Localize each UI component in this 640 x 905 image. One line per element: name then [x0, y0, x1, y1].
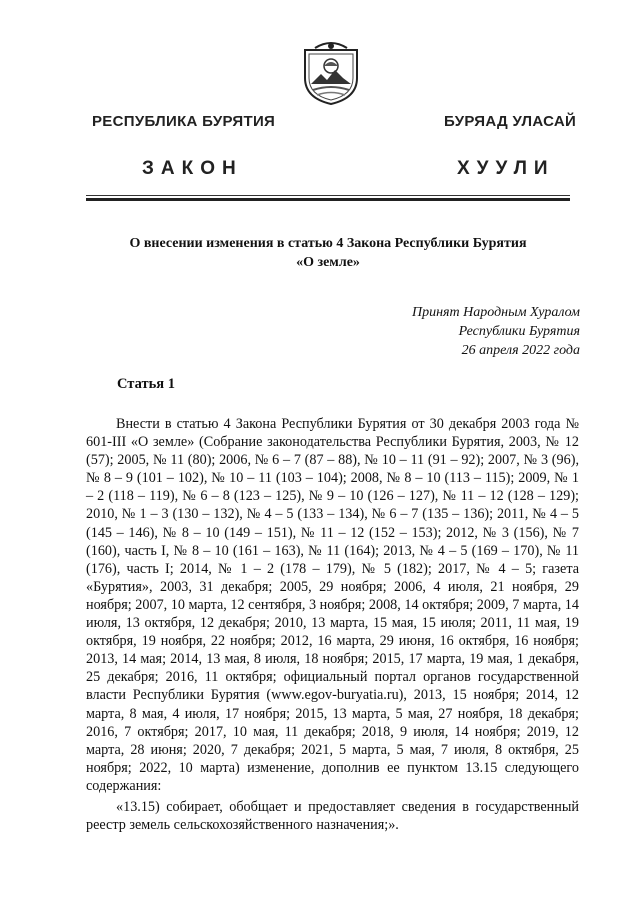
article-paragraph-2: «13.15) собирает, обобщает и предоставляет сведения в государственный реестр земель сельскохозяйственного назначения;».: [86, 799, 579, 834]
document-title-line1: О внесении изменения в статью 4 Закона Республики Бурятия: [129, 236, 527, 251]
header-divider-thick: [86, 198, 570, 201]
adoption-note-line2: Республики Бурятия: [458, 324, 580, 339]
law-label-ru: ЗАКОН: [142, 158, 243, 179]
coat-of-arms-icon: [299, 40, 363, 106]
document-title: [86, 234, 570, 272]
document-title-line2: «О земле»: [296, 255, 360, 270]
law-label-bua: ХУУЛИ: [457, 158, 555, 179]
republic-name-ru: РЕСПУБЛИКА БУРЯТИЯ: [92, 113, 276, 130]
adoption-note: [340, 303, 580, 360]
adoption-note-line1: Принят Народным Хуралом: [411, 305, 580, 320]
article-heading: Статья 1: [117, 376, 175, 392]
header-divider-thin: [86, 195, 570, 196]
adoption-date: 26 апреля 2022 года: [461, 343, 580, 358]
republic-name-bua: БУРЯАД УЛАСАЙ: [444, 113, 577, 130]
article-paragraph-1: Внести в статью 4 Закона Республики Бурятия от 30 декабря 2003 года № 601-III «О земле» (Собрание законодательства Республики Бурятия, 2003, № 12 (57); 2005, № 11 (80); 2006, № 6 – 7 (87 – 88), № 10 – 11 (91 – 92); 2007, № 3 (96), № 8 – 9 (101 – 102), № 10 – 11 (103 – 104); 2008, № 8 – 10 (113 – 115); 2009, № 1 – 2 (118 – 119), № 6 – 8 (123 – 125), № 9 – 10 (126 – 127), № 11 – 12 (128 – 129); 2010, № 1 – 3 (130 – 132), № 4 – 5 (133 – 134), № 6 – 7 (135 – 136); 2011, № 4 – 5 (145 – 146), № 8 – 10 (149 – 151), № 11 – 12 (152 – 153); 2012, № 3 (156), № 7 (160), часть I, № 8 – 10 (161 – 163), № 11 (164); 2013, № 4 – 5 (169 – 170), № 11 (176), часть I; 2014, № 1 – 2 (178 – 179), № 5 (182); 2017, № 4 – 5; газета «Бурятия», 2003, 31 декабря; 2005, 29 ноября; 2006, 4 июля, 21 ноября, 29 ноября; 2007, 10 марта, 12 сентября, 3 ноября; 2008, 14 октября; 2009, 7 марта, 14 июля, 13 октября, 12 декабря; 2010, 13 марта, 15 мая, 15 июля; 2011, 11 мая, 19 октября, 19 ноября, 22 ноября; 2012, 16 марта, 29 июня, 16 октября, 16 ноября; 2013, 14 мая; 2014, 13 мая, 8 июля, 18 ноября; 2015, 17 марта, 19 мая, 1 декабря, 25 декабря; 2016, 11 октября; официальный портал органов государственной власти Республики Бурятия (www.egov-buryatia.ru), 2013, 15 ноября; 2014, 12 марта, 8 мая, 4 июля, 17 ноября; 2015, 13 марта, 5 мая, 27 ноября, 18 декабря; 2016, 7 октября; 2017, 10 мая, 11 декабря; 2018, 9 июля, 14 ноября; 2019, 12 марта, 28 июня; 2020, 7 декабря; 2021, 5 марта, 5 мая, 7 июля, 8 октября, 25 ноября; 2022, 10 марта) изменение, дополнив ее пунктом 13.15 следующего содержания:: [86, 416, 579, 794]
